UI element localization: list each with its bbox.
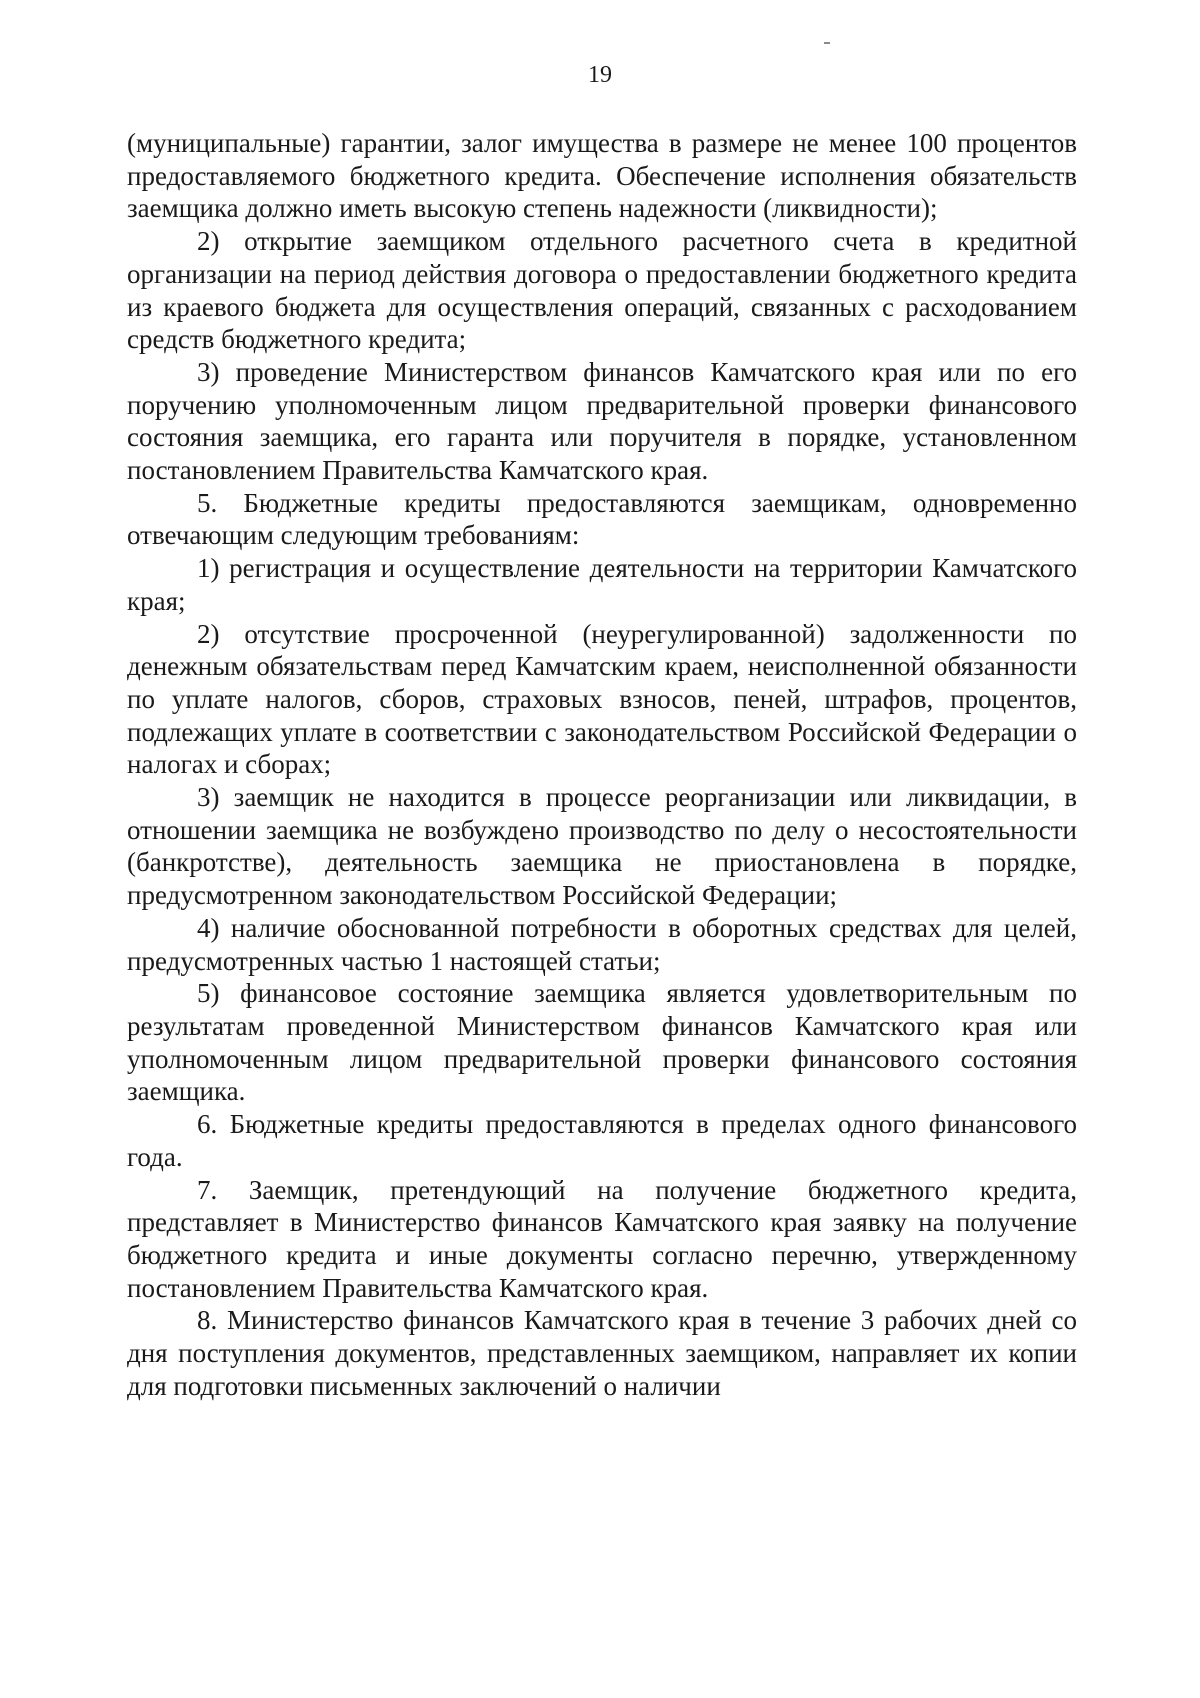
- scan-artifact: [824, 42, 830, 44]
- paragraph-continuation: (муниципальные) гарантии, залог имущества в размере не менее 100 процентов предоставляемого бюджетного кредита. Обеспечение исполнения обязательств заемщика должно иметь высокую степень надежности (ликвидности);: [127, 128, 1077, 224]
- paragraph-section-5: 5. Бюджетные кредиты предоставляются заемщикам, одновременно отвечающим следующим требованиям:: [127, 487, 1077, 551]
- paragraph-requirement-5: 5) финансовое состояние заемщика является удовлетворительным по результатам проведенной Министерством финансов Камчатского края или уполномоченным лицом предварительной проверки финансового состояния заемщика.: [127, 978, 1077, 1107]
- paragraph-requirement-2: 2) отсутствие просроченной (неурегулированной) задолженности по денежным обязательствам перед Камчатским краем, неисполненной обязанности по уплате налогов, сборов, страховых взносов, пеней, штрафов, процентов, подлежащих уплате в соответствии с законодательством Российской Федерации о налогах и сборах;: [127, 618, 1077, 780]
- paragraph-requirement-4: 4) наличие обоснованной потребности в оборотных средствах для целей, предусмотренных частью 1 настоящей статьи;: [127, 912, 1077, 976]
- paragraph-item-2-account: 2) открытие заемщиком отдельного расчетного счета в кредитной организации на период действия договора о предоставлении бюджетного кредита из краевого бюджета для осуществления операций, связанных с расходованием средств бюджетного кредита;: [127, 226, 1077, 355]
- document-body: [127, 127, 1077, 1402]
- paragraph-item-3-inspection: 3) проведение Министерством финансов Камчатского края или по его поручению уполномоченным лицом предварительной проверки финансового состояния заемщика, его гаранта или поручителя в порядке, установленном постановлением Правительства Камчатского края.: [127, 356, 1077, 486]
- page-number: 19: [588, 62, 612, 88]
- paragraph-requirement-1: 1) регистрация и осуществление деятельности на территории Камчатского края;: [127, 553, 1077, 616]
- paragraph-section-6: 6. Бюджетные кредиты предоставляются в пределах одного финансового года.: [127, 1109, 1077, 1172]
- paragraph-section-7: 7. Заемщик, претендующий на получение бюджетного кредита, представляет в Министерство финансов Камчатского края заявку на получение бюджетного кредита и иные документы согласно перечню, утвержденному постановлением Правительства Камчатского края.: [127, 1174, 1077, 1303]
- paragraph-section-8: 8. Министерство финансов Камчатского края в течение 3 рабочих дней со дня поступления документов, представленных заемщиком, направляет их копии для подготовки письменных заключений о наличии: [127, 1305, 1077, 1401]
- paragraph-requirement-3: 3) заемщик не находится в процессе реорганизации или ликвидации, в отношении заемщика не возбуждено производство по делу о несостоятельности (банкротстве), деятельность заемщика не приостановлена в порядке, предусмотренном законодательством Российской Федерации;: [127, 782, 1077, 911]
